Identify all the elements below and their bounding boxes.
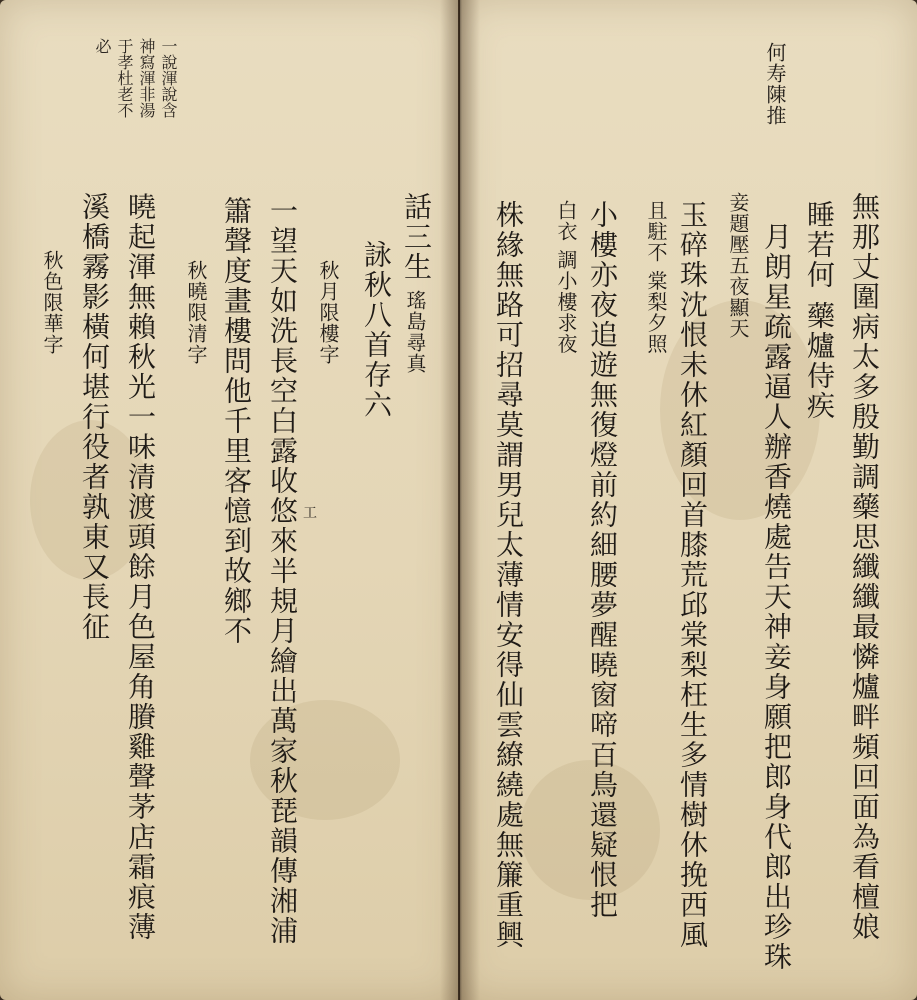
poem-title: 秋色限華字 [40, 250, 64, 355]
left-page [0, 0, 458, 1000]
section-heading: 詠秋八首存六 [360, 240, 393, 420]
margin-note-line: 一說渾說含 [159, 38, 178, 118]
text-column: 且駐不 棠梨夕照 [644, 200, 668, 355]
margin-note-line: 于孝杜老不 [115, 38, 134, 118]
correction-note: 工 [301, 505, 317, 519]
text-column: 玉碎珠沈恨未休紅顏回首膝荒邱棠梨枉生多情樹休挽西風 [676, 200, 709, 950]
margin-note-line: 必 [93, 38, 112, 54]
section-title: 話三生 [400, 192, 433, 282]
poem-line: 溪橋霧影橫何堪行役者孰東又長征 [78, 192, 111, 642]
text-column: 白衣 調小樓求夜 [554, 200, 578, 355]
poem-line: 曉起渾無賴秋光一味清渡頭餘月色屋角賸雞聲茅店霜痕薄 [124, 192, 157, 942]
right-page [460, 0, 917, 1000]
text-column: 妾題壓五夜顯天 [726, 192, 750, 339]
text-column: 睡若何 藥爐侍疾 [803, 200, 836, 421]
text-column: 小樓亦夜追遊無復燈前約細腰夢醒曉窗啼百鳥還疑恨把 [586, 200, 619, 920]
poem-line: 一望天如洗長空白露收悠來半規月繪出萬家秋琵韻傳湘浦 [266, 196, 299, 946]
poem-title: 秋曉限清字 [184, 260, 208, 365]
poem-line: 簫聲度畫樓問他千里客憶到故鄉不 [220, 196, 253, 646]
poem-title: 秋月限樓字 [316, 260, 340, 365]
text-column: 株緣無路可招尋莫謂男兒太薄情安得仙雲繚繞處無簾重興 [492, 200, 525, 950]
page-header: 何寿陳推 [763, 42, 787, 126]
text-column: 無那丈圍病太多殷勤調藥思纖纖最憐爐畔頻回面為看檀娘 [848, 192, 881, 942]
author-name: 瑤島尋真 [403, 290, 427, 374]
margin-note-line: 神寫渾非湯 [137, 38, 156, 118]
text-column: 月朗星疏露逼人辦香燒處告天神妾身願把郎身代郎出珍珠 [760, 222, 793, 972]
